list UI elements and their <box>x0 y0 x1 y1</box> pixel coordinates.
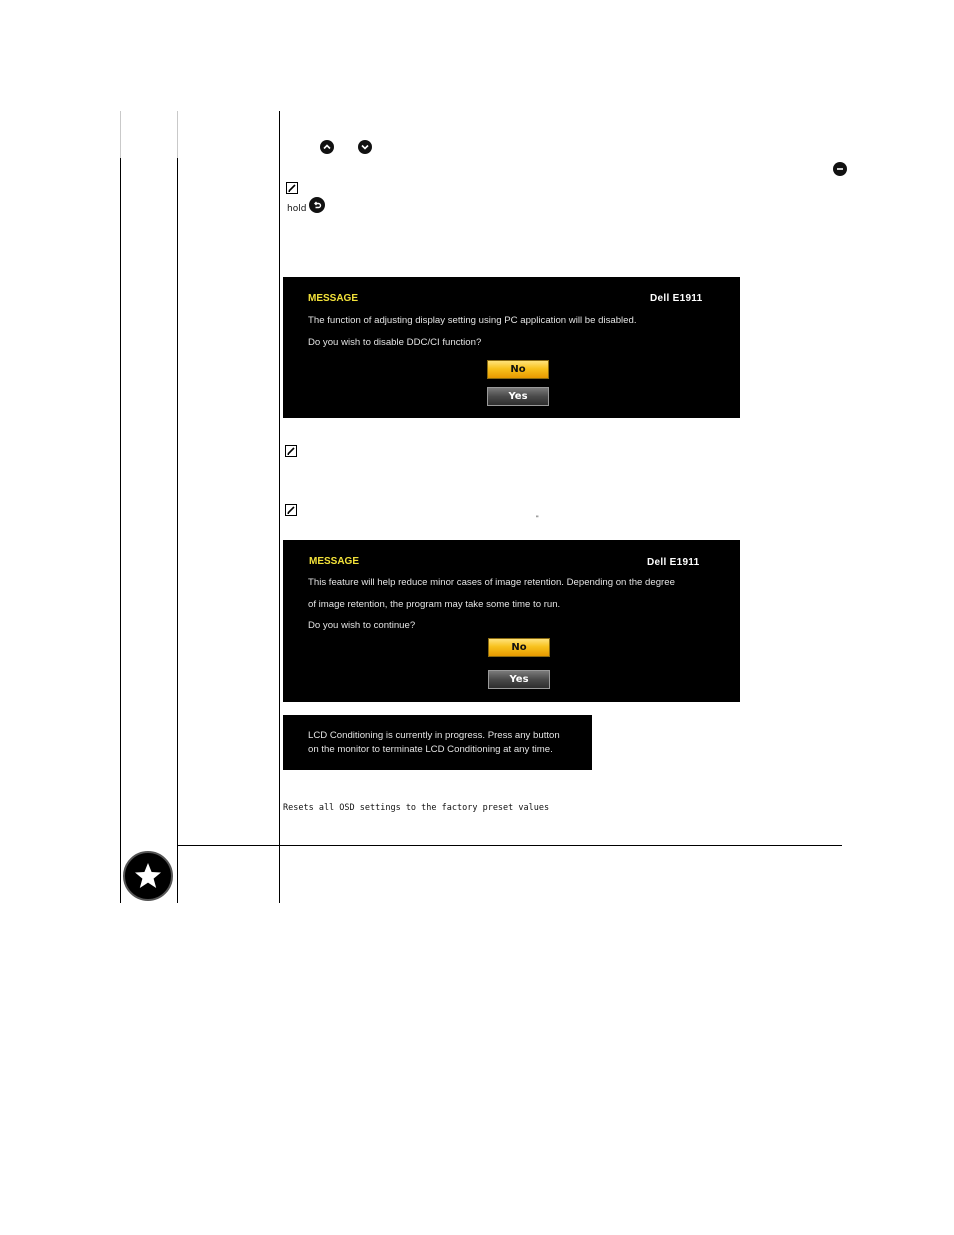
yes-button[interactable]: Yes <box>488 670 550 689</box>
lcd-conditioning-progress-box <box>283 715 592 770</box>
back-arrow-icon <box>309 197 325 213</box>
dialog-line: This feature will help reduce minor cases of image retention. Depending on the degree <box>308 577 675 588</box>
note-pencil-icon <box>286 182 298 194</box>
lcd-conditioning-message-dialog <box>283 540 740 702</box>
no-button[interactable]: No <box>488 638 550 657</box>
reset-description: Resets all OSD settings to the factory preset values <box>283 803 550 813</box>
plus-button-icon-clipped <box>833 162 847 176</box>
dialog-line: The function of adjusting display setting using PC application will be disabled. <box>308 315 637 326</box>
chevron-down-icon <box>358 140 372 154</box>
dialog-title: MESSAGE <box>309 556 360 567</box>
table-col1-border <box>177 158 178 903</box>
note-pencil-icon <box>285 445 297 457</box>
dialog-title: MESSAGE <box>308 293 359 304</box>
progress-line: on the monitor to terminate LCD Conditioning at any time. <box>308 744 553 755</box>
yes-button[interactable]: Yes <box>487 387 549 406</box>
table-col2-border <box>279 111 280 903</box>
dialog-model: Dell E1911 <box>650 293 703 304</box>
ddc-ci-message-dialog <box>283 277 740 418</box>
quote-mark: " <box>536 515 539 522</box>
dialog-model: Dell E1911 <box>647 557 700 568</box>
table-row-divider <box>177 845 842 846</box>
no-button[interactable]: No <box>487 360 549 379</box>
dialog-line: Do you wish to disable DDC/CI function? <box>308 337 482 348</box>
chevron-up-icon <box>320 140 334 154</box>
dialog-line: Do you wish to continue? <box>308 620 416 631</box>
table-left-border <box>120 158 121 903</box>
progress-line: LCD Conditioning is currently in progress. Press any button <box>308 730 560 741</box>
dialog-line: of image retention, the program may take some time to run. <box>308 599 561 610</box>
star-icon <box>123 851 173 901</box>
table-top-border-left <box>120 111 121 158</box>
note-pencil-icon <box>285 504 297 516</box>
hold-text: hold <box>287 204 307 214</box>
table-top-border-mid <box>177 111 178 158</box>
